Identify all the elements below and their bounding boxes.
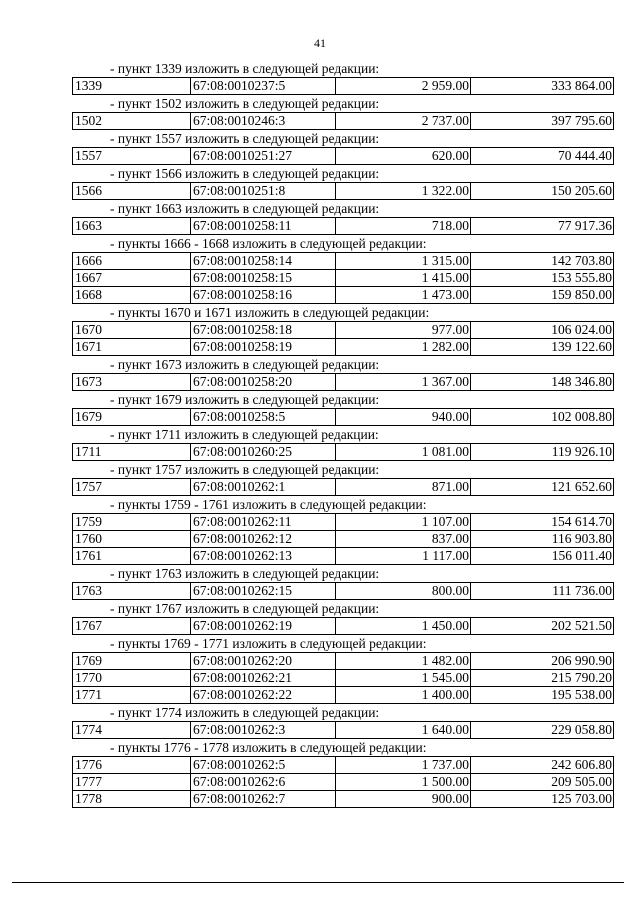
section-heading: - пункт 1339 изложить в следующей редакции: [110,61,380,76]
amendment-section [72,391,613,426]
amendments-list [72,60,613,808]
item-number-cell: 1339 [73,78,191,95]
value-cell: 202 521.50 [471,618,614,635]
cadastral-number-cell: 67:08:0010251:8 [191,183,336,200]
value-cell: 154 614.70 [471,514,614,531]
amendment-section [72,600,613,635]
entries-table [72,721,614,739]
value-cell: 119 926.10 [471,444,614,461]
area-cell: 1 315.00 [336,253,471,270]
page-number: 41 [314,36,326,50]
value-cell: 116 903.80 [471,531,614,548]
item-number-cell: 1771 [73,687,191,704]
amendment-section [72,235,613,304]
section-heading: - пункты 1666 - 1668 изложить в следующей редакции: [110,236,427,251]
table-row [73,253,614,270]
value-cell: 125 703.00 [471,791,614,808]
entries-table [72,443,614,461]
area-cell: 977.00 [336,322,471,339]
area-cell: 1 473.00 [336,287,471,304]
area-cell: 900.00 [336,791,471,808]
section-heading: - пункт 1711 изложить в следующей редакции: [110,427,379,442]
cadastral-number-cell: 67:08:0010262:20 [191,653,336,670]
value-cell: 139 122.60 [471,339,614,356]
area-cell: 871.00 [336,479,471,496]
item-number-cell: 1671 [73,339,191,356]
cadastral-number-cell: 67:08:0010262:5 [191,757,336,774]
item-number-cell: 1757 [73,479,191,496]
amendment-section [72,704,613,739]
cadastral-number-cell: 67:08:0010262:11 [191,514,336,531]
table-row [73,374,614,391]
section-heading: - пункт 1566 изложить в следующей редакции: [110,166,380,181]
amendment-section [72,565,613,600]
item-number-cell: 1667 [73,270,191,287]
value-cell: 111 736.00 [471,583,614,600]
item-number-cell: 1770 [73,670,191,687]
cadastral-number-cell: 67:08:0010251:27 [191,148,336,165]
cadastral-number-cell: 67:08:0010258:16 [191,287,336,304]
area-cell: 718.00 [336,218,471,235]
entries-table [72,112,614,130]
area-cell: 1 117.00 [336,548,471,565]
area-cell: 1 400.00 [336,687,471,704]
cadastral-number-cell: 67:08:0010262:1 [191,479,336,496]
item-number-cell: 1761 [73,548,191,565]
area-cell: 1 081.00 [336,444,471,461]
cadastral-number-cell: 67:08:0010262:13 [191,548,336,565]
value-cell: 153 555.80 [471,270,614,287]
item-number-cell: 1557 [73,148,191,165]
table-row [73,113,614,130]
table-row [73,531,614,548]
area-cell: 1 282.00 [336,339,471,356]
amendment-section [72,60,613,95]
entries-table [72,617,614,635]
item-number-cell: 1711 [73,444,191,461]
amendment-section [72,356,613,391]
value-cell: 215 790.20 [471,670,614,687]
area-cell: 1 450.00 [336,618,471,635]
item-number-cell: 1566 [73,183,191,200]
entries-table [72,217,614,235]
section-heading: - пункты 1769 - 1771 изложить в следующей редакции: [110,636,427,651]
table-row [73,479,614,496]
area-cell: 1 415.00 [336,270,471,287]
amendment-section [72,130,613,165]
value-cell: 156 011.40 [471,548,614,565]
table-row [73,774,614,791]
section-heading: - пункт 1502 изложить в следующей редакции: [110,96,380,111]
item-number-cell: 1663 [73,218,191,235]
cadastral-number-cell: 67:08:0010258:19 [191,339,336,356]
cadastral-number-cell: 67:08:0010246:3 [191,113,336,130]
item-number-cell: 1668 [73,287,191,304]
amendment-section [72,304,613,356]
table-row [73,791,614,808]
table-row [73,583,614,600]
cadastral-number-cell: 67:08:0010258:11 [191,218,336,235]
area-cell: 1 482.00 [336,653,471,670]
cadastral-number-cell: 67:08:0010260:25 [191,444,336,461]
value-cell: 195 538.00 [471,687,614,704]
table-row [73,444,614,461]
area-cell: 2 737.00 [336,113,471,130]
area-cell: 1 500.00 [336,774,471,791]
area-cell: 800.00 [336,583,471,600]
value-cell: 142 703.80 [471,253,614,270]
table-row [73,322,614,339]
area-cell: 1 640.00 [336,722,471,739]
table-row [73,409,614,426]
cadastral-number-cell: 67:08:0010262:22 [191,687,336,704]
table-row [73,339,614,356]
section-heading: - пункт 1763 изложить в следующей редакции: [110,566,380,581]
value-cell: 148 346.80 [471,374,614,391]
item-number-cell: 1670 [73,322,191,339]
entries-table [72,408,614,426]
table-row [73,78,614,95]
item-number-cell: 1769 [73,653,191,670]
area-cell: 2 959.00 [336,78,471,95]
item-number-cell: 1673 [73,374,191,391]
area-cell: 620.00 [336,148,471,165]
value-cell: 229 058.80 [471,722,614,739]
table-row [73,653,614,670]
value-cell: 150 205.60 [471,183,614,200]
cadastral-number-cell: 67:08:0010258:5 [191,409,336,426]
value-cell: 159 850.00 [471,287,614,304]
value-cell: 106 024.00 [471,322,614,339]
amendment-section [72,95,613,130]
table-row [73,757,614,774]
section-heading: - пункт 1774 изложить в следующей редакции: [110,705,380,720]
entries-table [72,147,614,165]
table-row [73,687,614,704]
item-number-cell: 1679 [73,409,191,426]
entries-table [72,652,614,704]
entries-table [72,252,614,304]
table-row [73,218,614,235]
cadastral-number-cell: 67:08:0010262:12 [191,531,336,548]
area-cell: 1 107.00 [336,514,471,531]
item-number-cell: 1760 [73,531,191,548]
item-number-cell: 1502 [73,113,191,130]
entries-table [72,77,614,95]
entries-table [72,513,614,565]
amendment-section [72,165,613,200]
section-heading: - пункт 1673 изложить в следующей редакции: [110,357,380,372]
section-heading: - пункт 1757 изложить в следующей редакции: [110,462,380,477]
area-cell: 940.00 [336,409,471,426]
table-row [73,548,614,565]
cadastral-number-cell: 67:08:0010262:6 [191,774,336,791]
section-heading: - пункты 1776 - 1778 изложить в следующей редакции: [110,740,427,755]
table-row [73,618,614,635]
amendment-section [72,461,613,496]
footer-rule [12,882,624,883]
cadastral-number-cell: 67:08:0010258:14 [191,253,336,270]
cadastral-number-cell: 67:08:0010262:3 [191,722,336,739]
value-cell: 206 990.90 [471,653,614,670]
value-cell: 102 008.80 [471,409,614,426]
table-row [73,722,614,739]
cadastral-number-cell: 67:08:0010258:18 [191,322,336,339]
section-heading: - пункт 1557 изложить в следующей редакции: [110,131,380,146]
cadastral-number-cell: 67:08:0010237:5 [191,78,336,95]
cadastral-number-cell: 67:08:0010262:7 [191,791,336,808]
item-number-cell: 1767 [73,618,191,635]
item-number-cell: 1778 [73,791,191,808]
cadastral-number-cell: 67:08:0010258:20 [191,374,336,391]
entries-table [72,756,614,808]
table-row [73,670,614,687]
value-cell: 121 652.60 [471,479,614,496]
section-heading: - пункт 1663 изложить в следующей редакции: [110,201,380,216]
value-cell: 397 795.60 [471,113,614,130]
entries-table [72,582,614,600]
item-number-cell: 1774 [73,722,191,739]
table-row [73,148,614,165]
cadastral-number-cell: 67:08:0010262:15 [191,583,336,600]
area-cell: 837.00 [336,531,471,548]
cadastral-number-cell: 67:08:0010262:21 [191,670,336,687]
value-cell: 77 917.36 [471,218,614,235]
item-number-cell: 1777 [73,774,191,791]
section-heading: - пункты 1759 - 1761 изложить в следующей редакции: [110,497,427,512]
amendment-section [72,496,613,565]
item-number-cell: 1763 [73,583,191,600]
table-row [73,270,614,287]
item-number-cell: 1776 [73,757,191,774]
amendment-section [72,200,613,235]
value-cell: 242 606.80 [471,757,614,774]
section-heading: - пункт 1679 изложить в следующей редакции: [110,392,380,407]
table-row [73,287,614,304]
value-cell: 333 864.00 [471,78,614,95]
table-row [73,183,614,200]
item-number-cell: 1666 [73,253,191,270]
area-cell: 1 322.00 [336,183,471,200]
amendment-section [72,739,613,808]
entries-table [72,373,614,391]
item-number-cell: 1759 [73,514,191,531]
cadastral-number-cell: 67:08:0010262:19 [191,618,336,635]
section-heading: - пункты 1670 и 1671 изложить в следующей редакции: [110,305,430,320]
area-cell: 1 545.00 [336,670,471,687]
entries-table [72,478,614,496]
value-cell: 70 444.40 [471,148,614,165]
area-cell: 1 737.00 [336,757,471,774]
table-row [73,514,614,531]
amendment-section [72,635,613,704]
cadastral-number-cell: 67:08:0010258:15 [191,270,336,287]
section-heading: - пункт 1767 изложить в следующей редакции: [110,601,380,616]
amendment-section [72,426,613,461]
entries-table [72,182,614,200]
area-cell: 1 367.00 [336,374,471,391]
entries-table [72,321,614,356]
value-cell: 209 505.00 [471,774,614,791]
